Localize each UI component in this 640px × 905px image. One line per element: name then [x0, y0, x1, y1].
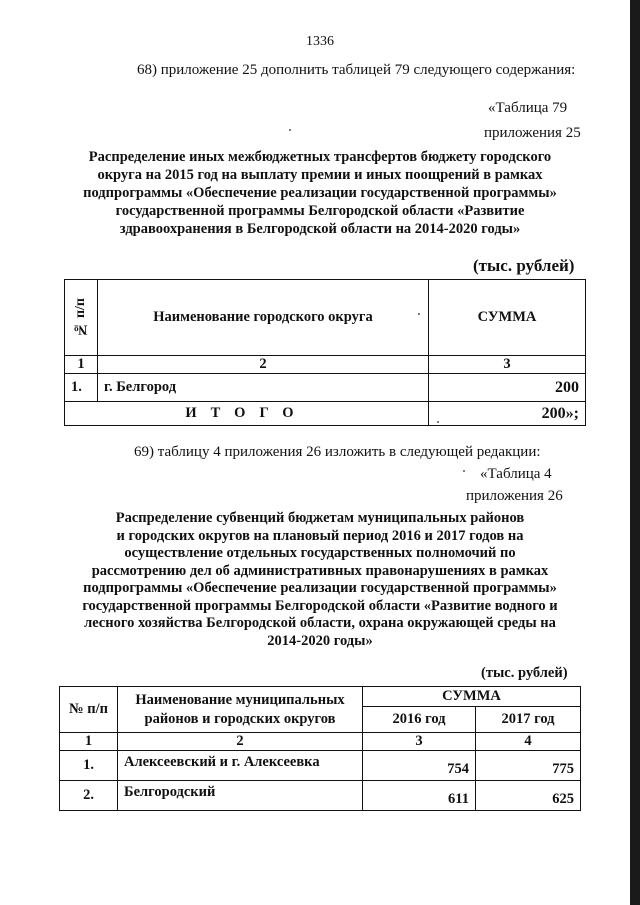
row-name: Белгородский [118, 781, 363, 811]
header-name-line2: районов и городских округов [144, 710, 336, 727]
table-header-row [65, 280, 586, 356]
row-2017: 625 [476, 781, 581, 811]
table-row [60, 751, 581, 781]
title-line: и городских округов на плановый период 2016 и 2017 годов на [116, 527, 524, 544]
table-row [60, 781, 581, 811]
col-number: 3 [429, 356, 586, 374]
col-number: 1 [60, 733, 118, 751]
title-line: государственной программы Белгородской области «Развитие водного и [82, 597, 558, 614]
item68-intro: 68) приложение 25 дополнить таблицей 79 следующего содержания: [137, 62, 576, 78]
title-line: Распределение субвенций бюджетам муниципальных районов [115, 510, 525, 526]
column-number-row [60, 733, 581, 751]
scan-speck [418, 313, 420, 315]
row-num: 1. [60, 751, 118, 781]
row-num: 2. [60, 781, 118, 811]
col-number: 1 [65, 356, 98, 374]
item68-appendix-ref: приложения 25 [484, 125, 581, 141]
table-header-row [60, 687, 581, 707]
scan-speck [463, 470, 465, 472]
header-num-cell [65, 280, 98, 356]
scan-edge [630, 0, 640, 905]
table-row [65, 374, 586, 402]
title-line: лесного хозяйства Белгородской области, охрана окружающей среды на [84, 615, 556, 631]
header-year-2016: 2016 год [363, 707, 476, 733]
title-line: осуществление отдельных государственных полномочий по [124, 545, 516, 561]
row-2016: 754 [363, 751, 476, 781]
row-2016: 611 [363, 781, 476, 811]
item69-title [40, 510, 600, 650]
total-row [65, 402, 586, 426]
col-number: 4 [476, 733, 581, 751]
row-sum: 200 [429, 374, 586, 402]
scan-speck [289, 129, 291, 131]
col-number: 3 [363, 733, 476, 751]
scan-speck [437, 421, 439, 423]
item69-table-ref: «Таблица 4 [480, 466, 552, 482]
item68-table-ref: «Таблица 79 [488, 100, 568, 116]
title-line: подпрограммы «Обеспечение реализации государственной программы» [83, 185, 557, 201]
row-name: Алексеевский и г. Алексеевка [118, 751, 363, 781]
item69-appendix-ref: приложения 26 [466, 488, 563, 504]
row-2017: 775 [476, 751, 581, 781]
header-num: № п/п [60, 687, 118, 733]
header-name-line1: Наименование муниципальных [135, 691, 345, 708]
header-sum: СУММА [429, 280, 586, 356]
total-sum: 200»; [429, 402, 586, 426]
title-line: округа на 2015 год на выплату премии и иных поощрений в рамках [97, 167, 543, 183]
page-number: 1336 [306, 34, 334, 49]
title-line: рассмотрению дел об административных правонарушениях в рамках [91, 562, 549, 579]
header-sum: СУММА [363, 687, 581, 707]
item68-title [60, 148, 580, 238]
header-year-2017: 2017 год [476, 707, 581, 733]
header-name: Наименование городского округа [98, 280, 429, 356]
item68-table [64, 279, 586, 426]
item69-intro: 69) таблицу 4 приложения 26 изложить в следующей редакции: [134, 444, 541, 460]
title-line: подпрограммы «Обеспечение реализации государственной программы» [83, 580, 557, 596]
header-num: № п/п [73, 298, 88, 337]
title-line: 2014-2020 годы» [267, 632, 373, 649]
total-label: ИТОГО [185, 405, 308, 421]
title-line: Распределение иных межбюджетных трансфертов бюджету городского [88, 149, 552, 165]
title-line: государственной программы Белгородской области «Развитие [115, 203, 525, 219]
title-line: здравоохранения в Белгородской области на 2014-2020 годы» [119, 221, 521, 237]
item68-units: (тыс. рублей) [473, 256, 575, 275]
row-name: г. Белгород [98, 374, 429, 402]
row-num: 1. [65, 374, 98, 402]
col-number: 2 [98, 356, 429, 374]
item69-table [59, 686, 581, 811]
header-name-cell [118, 687, 363, 733]
column-number-row [65, 356, 586, 374]
col-number: 2 [118, 733, 363, 751]
item69-units: (тыс. рублей) [481, 665, 568, 681]
total-label-cell [65, 402, 429, 426]
